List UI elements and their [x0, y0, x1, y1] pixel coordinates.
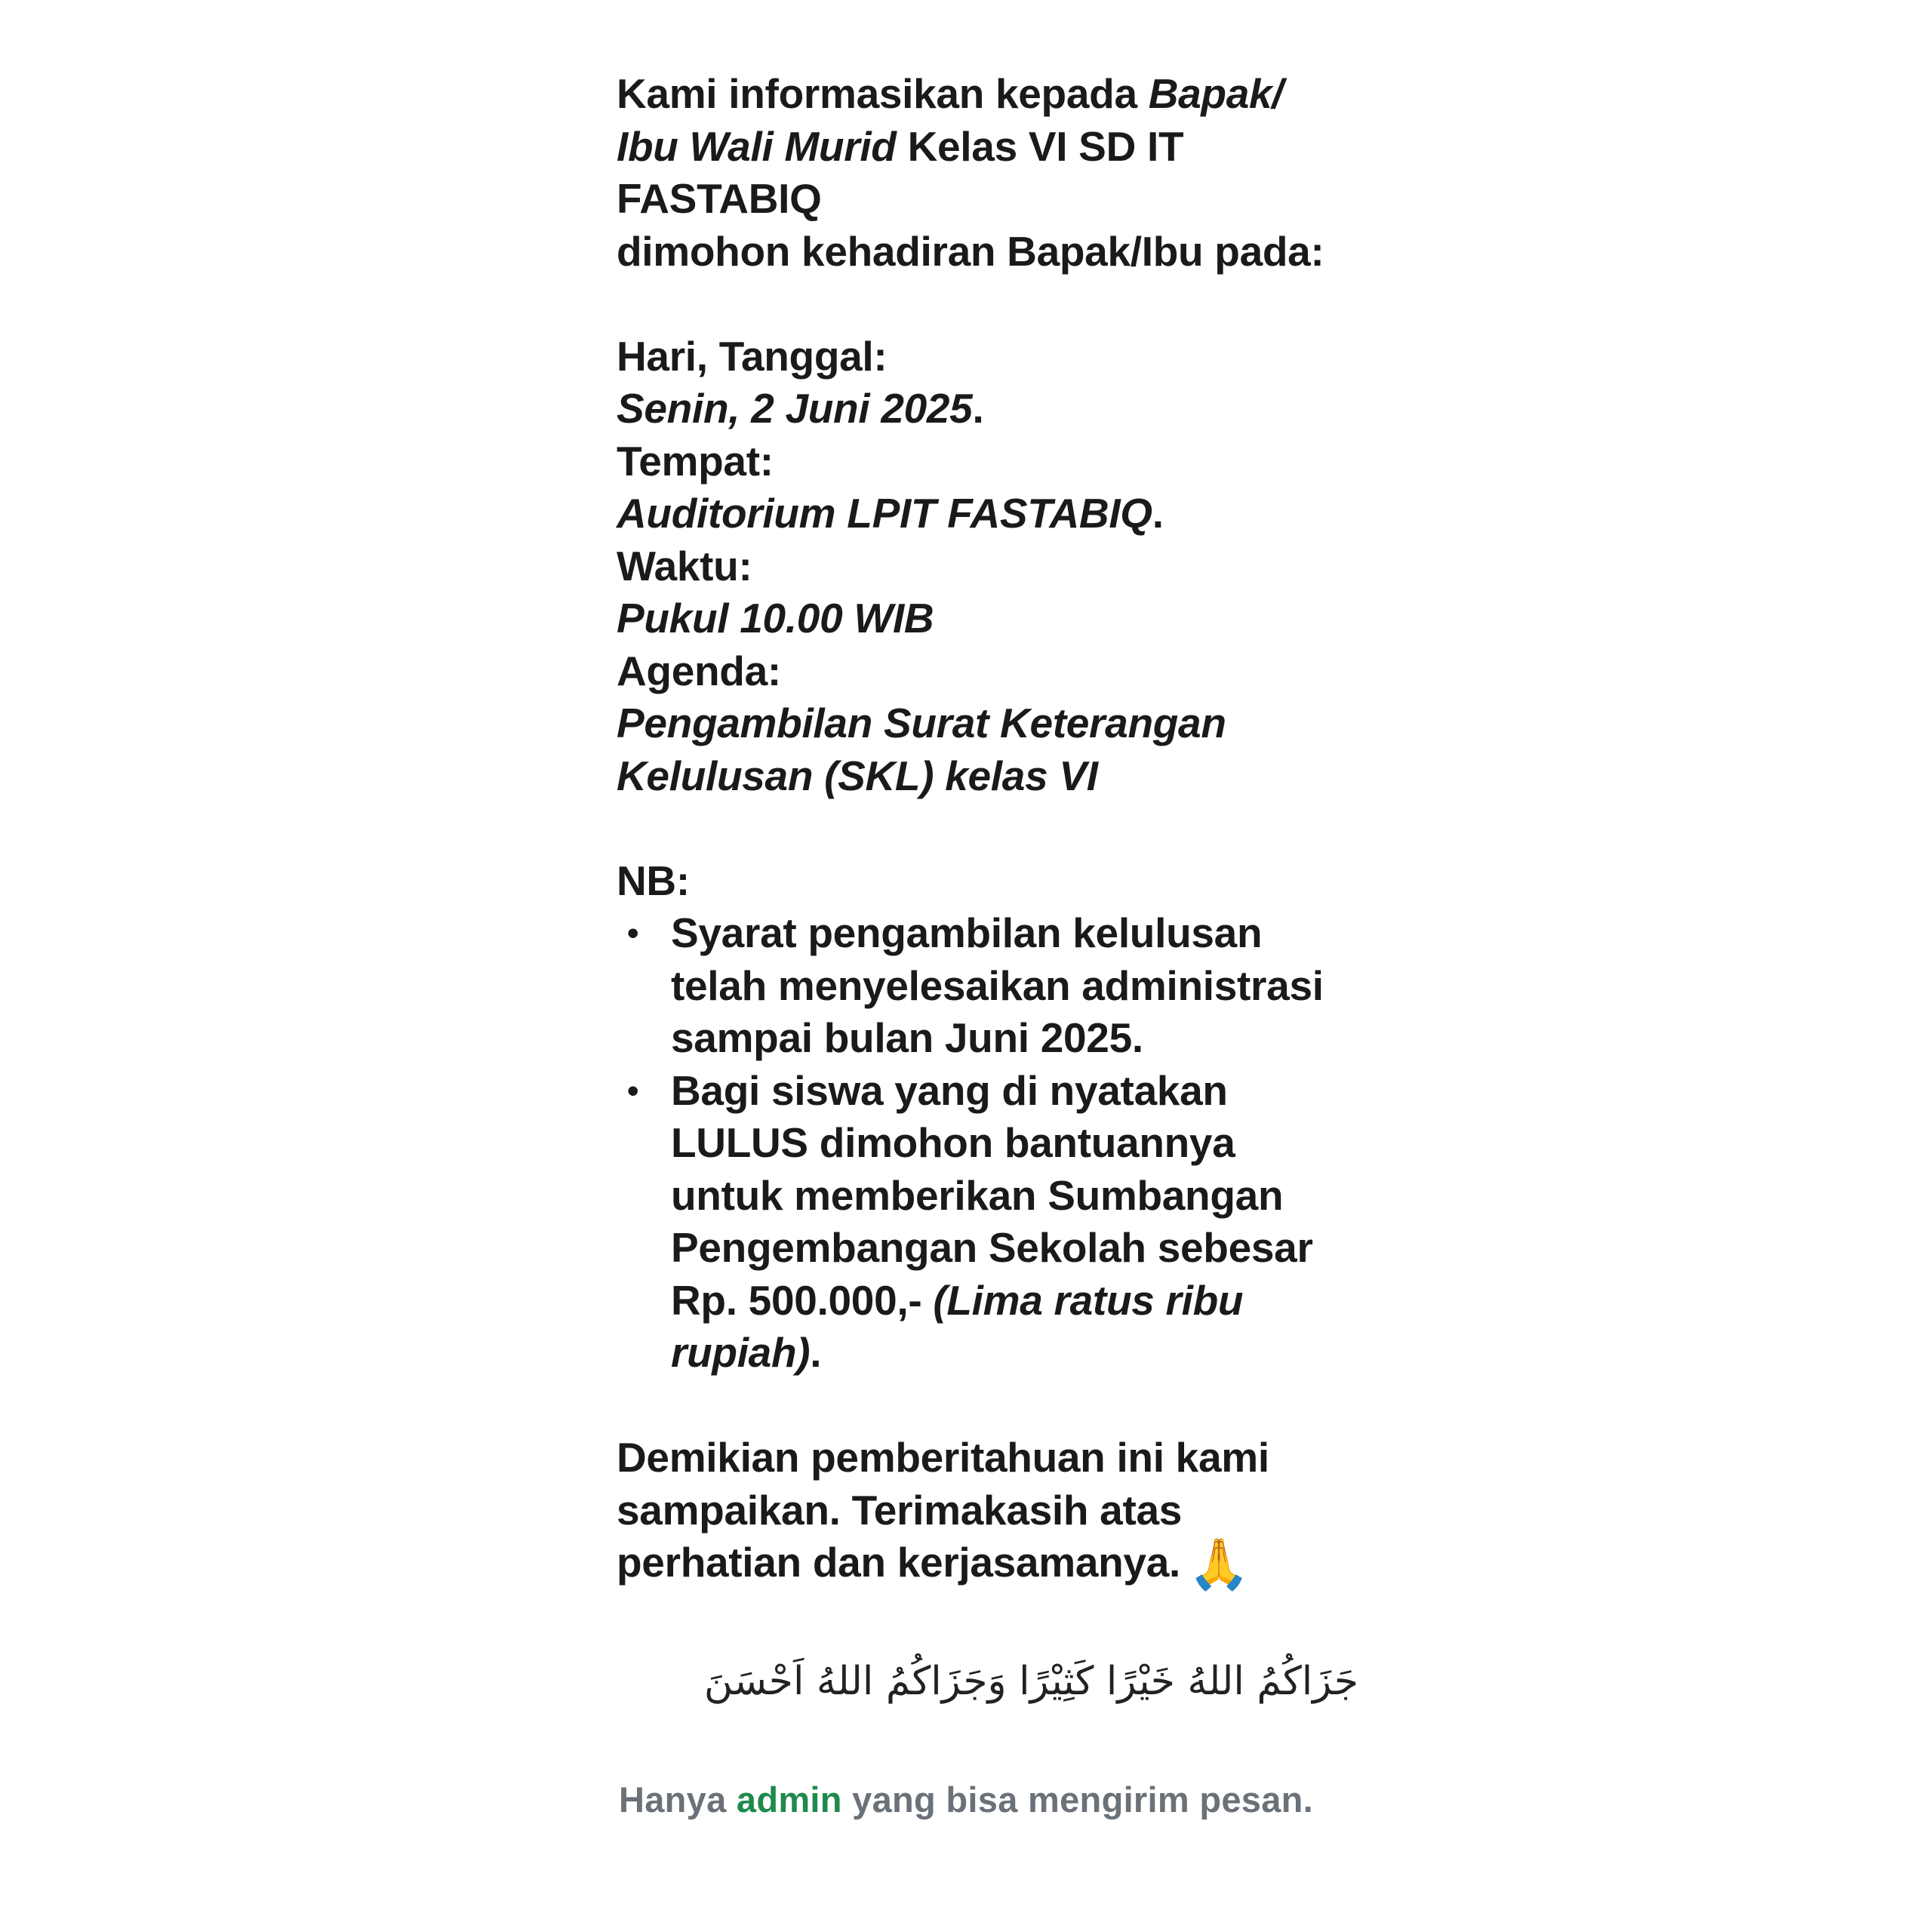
closing-line-3: perhatian dan kerjasamanya. 🙏 [617, 1536, 1250, 1592]
agenda-value-line-1: Pengambilan Surat Keterangan [617, 700, 1226, 746]
intro-line-3: FASTABIQ [617, 175, 822, 222]
date-value: Senin, 2 Juni 2025. [617, 385, 984, 432]
place-value: Auditorium LPIT FASTABIQ. [617, 490, 1164, 537]
time-label: Waktu: [617, 542, 752, 589]
intro-line-4: dimohon kehadiran Bapak/Ibu pada: [617, 227, 1324, 275]
nb-item-2: • Bagi siswa yang di nyatakan LULUS dimohon bantuannya untuk memberikan Sumbangan Pengembangan Sekolah sebesar Rp. 500.000,- (Lima ratus ribu rupiah). [617, 1065, 1379, 1380]
folded-hands-icon: 🙏 [1187, 1536, 1250, 1592]
admin-only-notice: Hanya admin yang bisa mengirim pesan. [618, 1780, 1314, 1820]
closing-line-2: sampaikan. Terimakasih atas [617, 1486, 1183, 1534]
date-label: Hari, Tanggal: [617, 332, 888, 380]
nb-list [617, 907, 1379, 1380]
admin-link[interactable]: admin [736, 1780, 842, 1820]
nb-item-1: • Syarat pengambilan kelulusan telah menyelesaikan administrasi sampai bulan Juni 2025. [617, 907, 1379, 1065]
place-label: Tempat: [617, 437, 774, 485]
intro-line-1: Kami informasikan kepada Bapak/ [617, 70, 1284, 117]
agenda-value-line-2: Kelulusan (SKL) kelas VI [617, 752, 1098, 799]
message-bubble [617, 68, 1379, 1591]
amount-line: Rp. 500.000,- (Lima ratus ribu [671, 1276, 1244, 1324]
nb-label: NB: [617, 857, 690, 904]
agenda-label: Agenda: [617, 647, 781, 694]
intro-line-2: Ibu Wali Murid Kelas VI SD IT [617, 122, 1184, 170]
arabic-prayer: جَزَاكُمُ اللهُ خَيْرًا كَثِيْرًا وَجَزَاكُمُ اللهُ اَحْسَنَ [703, 1659, 1358, 1704]
closing-line-1: Demikian pemberitahuan ini kami [617, 1434, 1269, 1481]
time-value: Pukul 10.00 WIB [617, 595, 934, 641]
